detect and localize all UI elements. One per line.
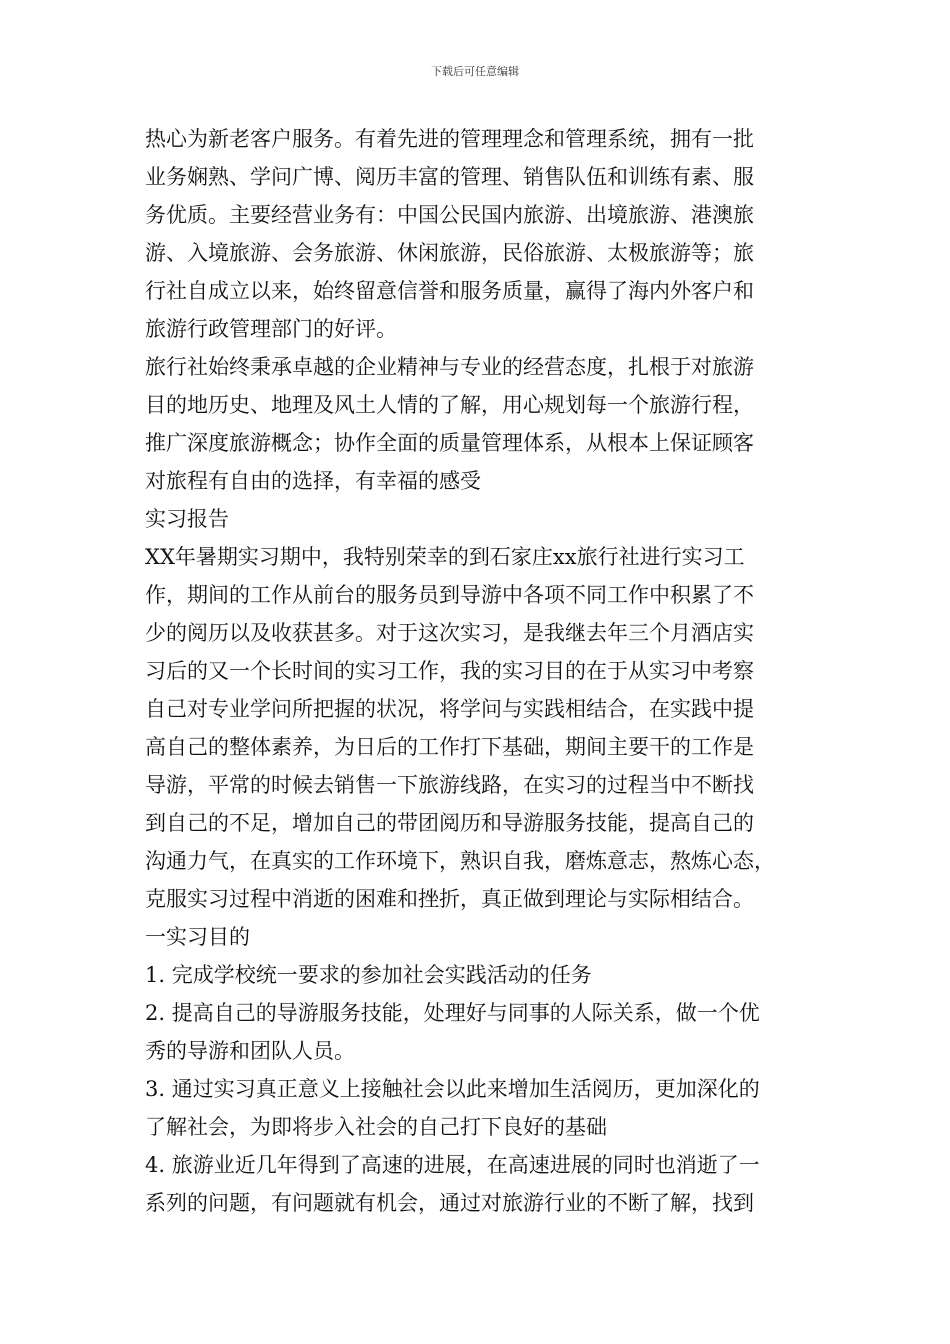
text-line: 旅游行政管理部门的好评。 — [145, 317, 397, 341]
text-line: 热心为新老客户服务。有着先进的管理理念和管理系统，拥有一批 — [145, 127, 754, 151]
text-line: 到自己的不足，增加自己的带团阅历和导游服务技能，提高自己的 — [145, 811, 754, 835]
text-line: 业务娴熟、学问广博、阅历丰富的管理、销售队伍和训练有素、服 — [145, 165, 754, 189]
text-line: 对旅程有自由的选择，有幸福的感受 — [145, 469, 481, 493]
text-line: 少的阅历以及收获甚多。对于这次实习，是我继去年三个月酒店实 — [145, 621, 754, 645]
text-line: 务优质。主要经营业务有：中国公民国内旅游、出境旅游、港澳旅 — [145, 203, 754, 227]
text-line: 沟通力气，在真实的工作环境下，熟识自我，磨炼意志，熬炼心态， — [145, 849, 775, 873]
document-body — [145, 120, 825, 1222]
text-line: XX年暑期实习期中，我特别荣幸的到石家庄xx旅行社进行实习工 — [145, 545, 745, 569]
text-line: 秀的导游和团队人员。 — [145, 1039, 355, 1063]
text-line: 导游，平常的时候去销售一下旅游线路，在实习的过程当中不断找 — [145, 773, 754, 797]
text-line: 高自己的整体素养，为日后的工作打下基础，期间主要干的工作是 — [145, 735, 754, 759]
section-heading: 实习报告 — [145, 507, 229, 531]
text-line: 习后的又一个长时间的实习工作，我的实习目的在于从实习中考察 — [145, 659, 754, 683]
text-line: 系列的问题，有问题就有机会，通过对旅游行业的不断了解，找到 — [145, 1191, 754, 1215]
section-heading: 一实习目的 — [145, 925, 250, 949]
list-item: 1. 完成学校统一要求的参加社会实践活动的任务 — [145, 963, 592, 987]
page-header: 下载后可任意编辑 — [431, 65, 519, 78]
text-line: 克服实习过程中消逝的困难和挫折，真正做到理论与实际相结合。 — [145, 887, 754, 911]
text-line: 自己对专业学问所把握的状况，将学问与实践相结合，在实践中提 — [145, 697, 754, 721]
list-item: 3. 通过实习真正意义上接触社会以此来增加生活阅历，更加深化的 — [145, 1077, 760, 1101]
text-line: 了解社会，为即将步入社会的自己打下良好的基础 — [145, 1115, 607, 1139]
text-line: 作，期间的工作从前台的服务员到导游中各项不同工作中积累了不 — [145, 583, 754, 607]
list-item: 4. 旅游业近几年得到了高速的进展，在高速进展的同时也消逝了一 — [145, 1153, 760, 1177]
text-line: 游、入境旅游、会务旅游、休闲旅游，民俗旅游、太极旅游等；旅 — [145, 241, 754, 265]
list-item: 2. 提高自己的导游服务技能，处理好与同事的人际关系，做一个优 — [145, 1001, 760, 1025]
text-line: 推广深度旅游概念；协作全面的质量管理体系，从根本上保证顾客 — [145, 431, 754, 455]
text-line: 行社自成立以来，始终留意信誉和服务质量，赢得了海内外客户和 — [145, 279, 754, 303]
text-line: 旅行社始终秉承卓越的企业精神与专业的经营态度，扎根于对旅游 — [145, 355, 754, 379]
text-line: 目的地历史、地理及风土人情的了解，用心规划每一个旅游行程， — [145, 393, 754, 417]
